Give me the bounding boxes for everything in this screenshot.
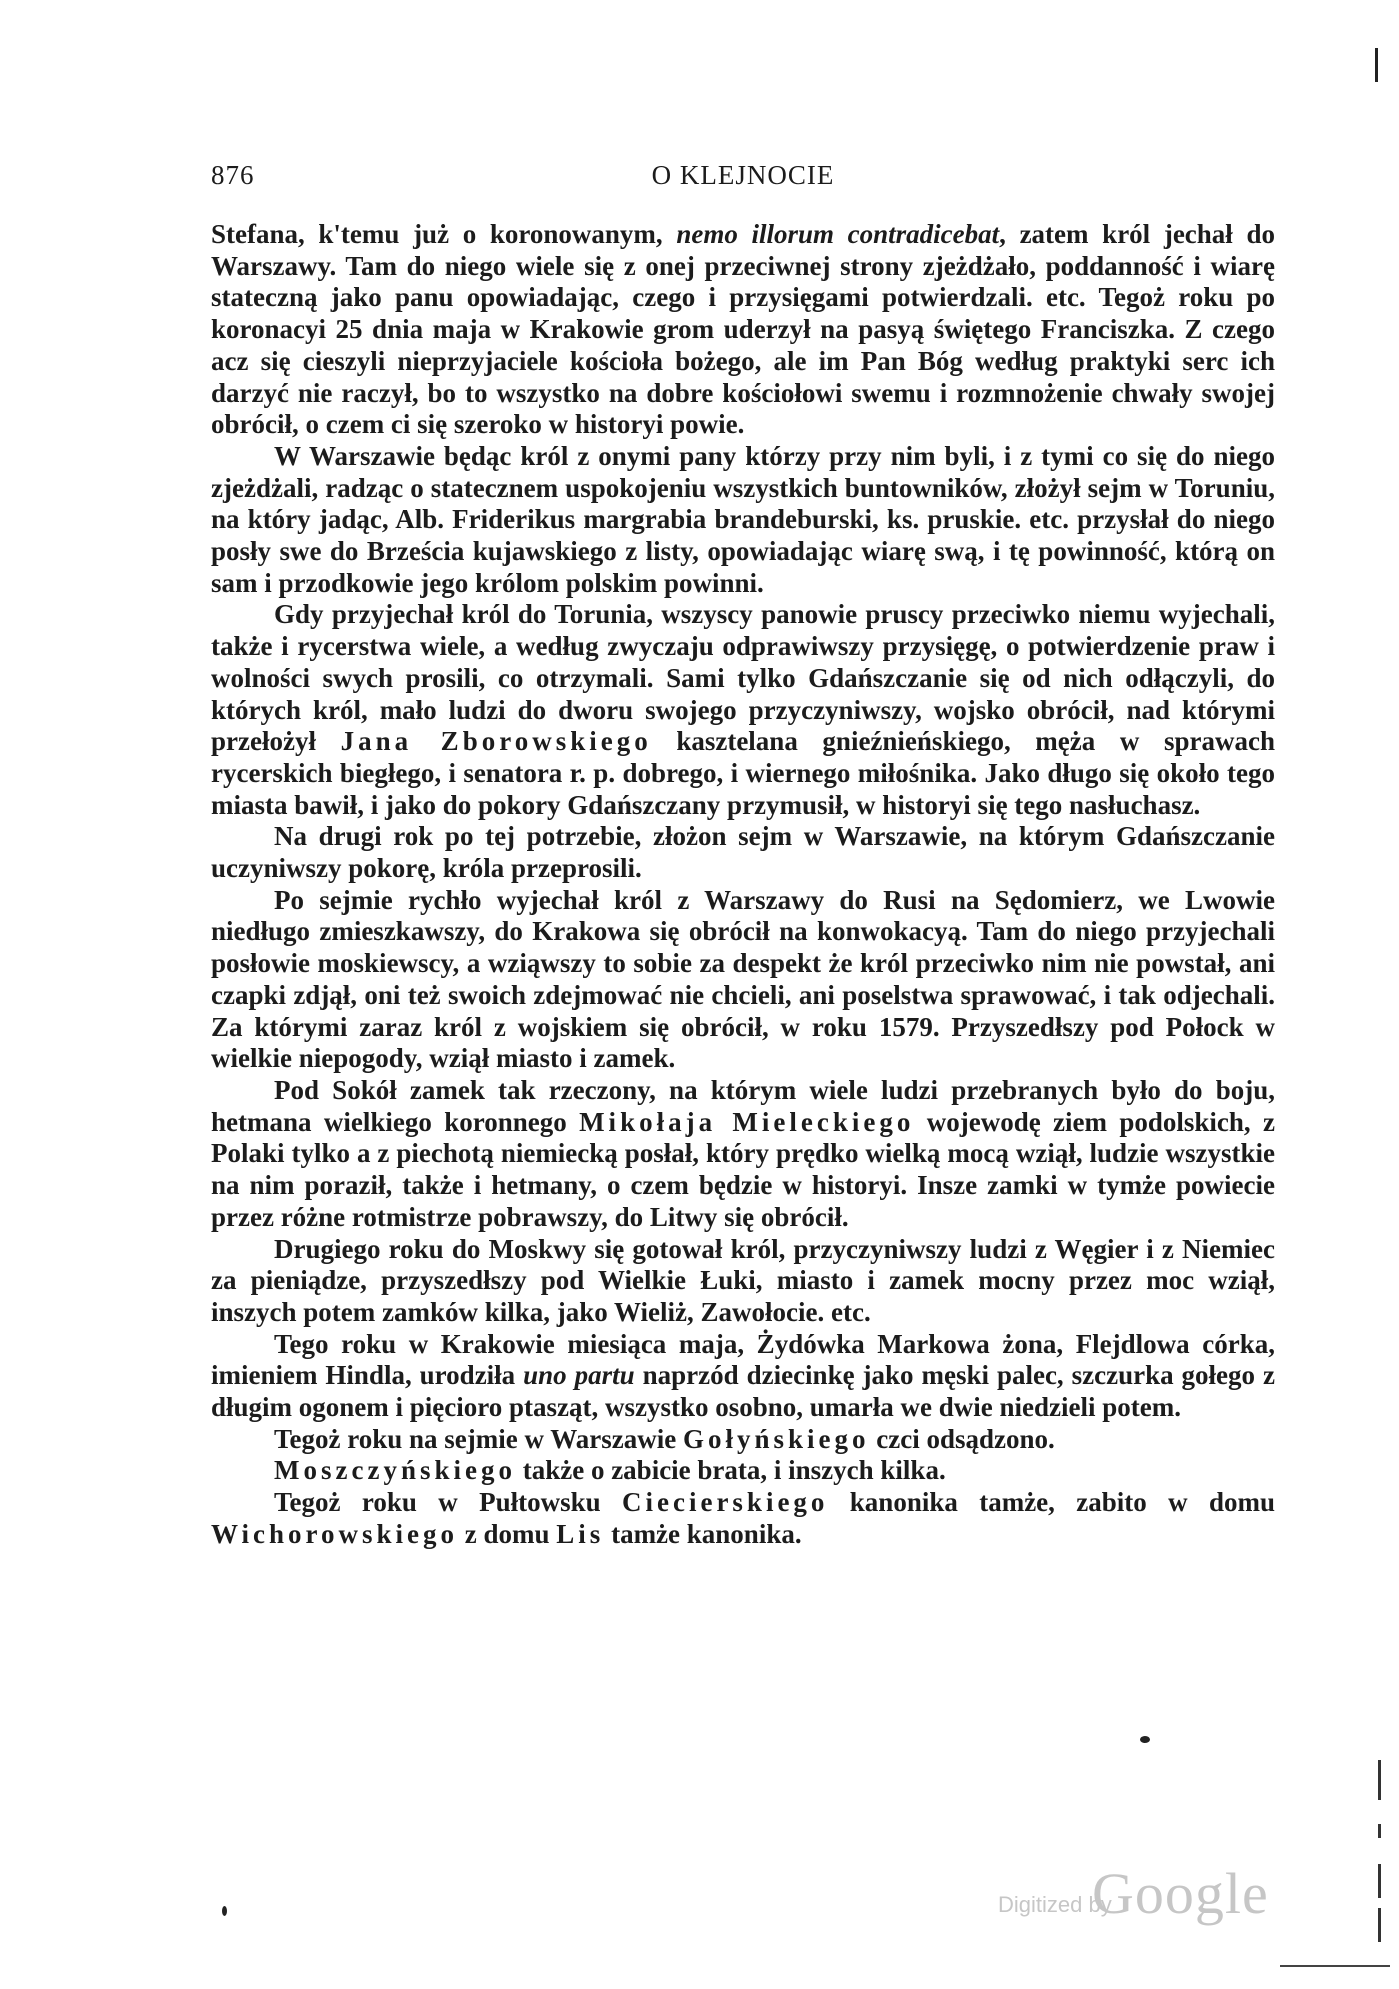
text-run: Tego roku w Krakowie miesiąca maja, Żydówka Markowa żona, Flejdlowa córka, imieniem Hindla, urodziła: [211, 1328, 1275, 1391]
spaced-name: Mikołaja Mieleckiego: [579, 1106, 915, 1137]
paragraph: [211, 219, 1275, 441]
paragraph: [211, 1075, 1275, 1234]
paragraph: [211, 599, 1275, 821]
text-run: Stefana, k'temu już: [211, 219, 463, 249]
ink-spot: [222, 1906, 227, 1916]
latin-phrase: nemo illorum contradicebat: [676, 219, 1000, 249]
text-run: Gdy przyjechał król do Torunia, wszyscy panowie pruscy przeciwko niemu wyjechali, także i rycerstwa wiele, a według zwyczaju odprawiwszy przysięgę, o potwierdzenie praw i wolności swych prosili, co otrzymali. Sami tylko Gdańszczanie się od nich odłączyli, do których król, mało ludzi do dworu swojego przyczyniwszy, wojsko obrócił, nad którymi przełożył: [211, 599, 1275, 757]
text-run: kanonika tamże, zabito w domu: [828, 1487, 1275, 1518]
paragraph: [211, 1234, 1275, 1329]
body-text: [211, 219, 1275, 1551]
text-run: czci odsądzono.: [869, 1423, 1055, 1454]
text-run: Tegoż roku w Pułtowsku: [274, 1487, 622, 1518]
running-title: O KLEJNOCIE: [651, 160, 835, 190]
text-run: Tegoż roku na sejmie w Warszawie: [274, 1423, 683, 1454]
text-run: Drugiego roku do Moskwy się gotował król, przyczyniwszy ludzi z Węgier i z Niemiec za pieniądze, przyszedłszy pod Wielkie Łuki, miasto i zamek mocny przez moc wziął, inszych potem zamków kilka, jako Wieliż, Zawołocie. etc.: [211, 1233, 1275, 1327]
ink-spot: [1140, 1736, 1150, 1743]
text-run: Po sejmie rychło wyjechał król z Warszawy do Rusi na Sędomierz, we Lwowie niedługo zmieszkawszy, do Krakowa się obrócił na konwokacyą. Tam do niego przyjechali posłowie moskiewscy, a wziąwszy to sobie za despekt że król przeciwko nim nie powstał, ani czapki zdjął, oni też swoich zdejmować nie chcieli, ani poselstwa sprawować, i tak odjechali. Za którymi zaraz król z wojskiem się obrócił, w roku 1579. Przyszedłszy pod Połock w wielkie niepogody, wziął miasto i zamek.: [211, 884, 1275, 1074]
text-run: , zatem król jechał do Warszawy. Tam do niego wiele się z onej przeciwnej strony zjeżdżało, poddanność i wiarę stateczną jako panu opowiadając, czego i przysięgami potwierdzali. etc. Tegoż roku po koronacyi 25 dnia maja w Krakowie grom uderzył na pasyą świętego Franciszka. Z czego acz się cieszyli nieprzyjaciele kościoła bożego, ale im Pan Bóg według praktyki serc ich darzyć nie raczył, bo to wszystko na dobre kościołowi swemu i rozmnożenie chwały swojej obrócił, o czem ci się szeroko w historyi powie.: [211, 219, 1275, 440]
text-run: tamże kanonika.: [604, 1518, 802, 1549]
text-run: wojewodę ziem podolskich, z Polaki tylko a z piechotą niemiecką posłał, który prędko wielką mocą wziął, ludzie wszystkie na nim poraził, także i hetmany, o czem będzie w historyi. Insze zamki w tymże powiecie przez różne rotmistrze pobrawszy, do Litwy się obrócił.: [211, 1106, 1276, 1232]
scan-edge-marks: [1370, 1760, 1390, 1960]
text-run: Na drugi rok po tej potrzebie, złożon sejm w Warszawie, na którym Gdańszczanie uczyniwszy pokorę, króla przeprosili.: [211, 821, 1275, 884]
paragraph: [211, 1329, 1275, 1424]
text-run: o: [462, 219, 477, 249]
scan-edge-mark-top: [1375, 48, 1378, 82]
spaced-name: Lis: [556, 1518, 605, 1549]
text-run: także o zabicie brata, i inszych kilka.: [515, 1455, 946, 1486]
spaced-name: Gołyńskiego: [682, 1423, 870, 1454]
page-number: 876: [211, 160, 255, 190]
text-run: W Warszawie będąc król z onymi pany którzy przy nim byli, i z tymi co się do niego zjeżdżali, radząc o statecznem uspokojeniu wszystkich buntowników, złożył sejm w Toruniu, na który jadąc, Alb. Friderikus margrabia brandeburski, ks. pruskie. etc. przysłał do niego posły swe do Brześcia kujawskiego z listy, opowiadając wiarę swą, i tę powinność, którą on sam i przodkowie jego królom polskim powinni.: [211, 440, 1275, 598]
spaced-name: Wichorowskiego: [211, 1518, 459, 1549]
latin-phrase: uno partu: [523, 1360, 635, 1391]
paragraph: [211, 1424, 1275, 1456]
text-run: koronowanym,: [476, 219, 677, 249]
text-run: naprzód dziecinkę jako męski palec, szczurka gołego z długim ogonem i pięcioro ptasząt, wszystko osobno, umarła we dwie niedzieli potem.: [211, 1360, 1275, 1423]
page-header: [211, 160, 1275, 204]
paragraph: [211, 885, 1275, 1075]
paragraph: [211, 441, 1275, 600]
spaced-name: Ciecierskiego: [621, 1487, 829, 1518]
paragraph: [211, 1455, 1275, 1487]
google-logo: Google: [1092, 1861, 1269, 1926]
spaced-name: Jana Zborowskiego: [340, 726, 652, 757]
scan-edge-rule: [1280, 1965, 1390, 1967]
text-run: kasztelana gnieźnieńskiego, męża w sprawach rycerskich biegłego, i senatora r. p. dobrego, i wiernego miłośnika. Jako długo się około tego miasta bawił, i jako do pokory Gdańszczany przymusił, w historyi się tego nasłuchasz.: [211, 726, 1275, 820]
text-run: z domu: [458, 1518, 557, 1549]
digitized-by-label: Digitized by: [998, 1892, 1112, 1917]
spaced-name: Moszczyńskiego: [274, 1455, 516, 1486]
paragraph: [211, 1487, 1275, 1550]
paragraph: [211, 821, 1275, 884]
text-run: Pod Sokół zamek tak rzeczony, na którym wiele ludzi przebranych było do boju, hetmana wielkiego koronnego: [211, 1074, 1275, 1137]
